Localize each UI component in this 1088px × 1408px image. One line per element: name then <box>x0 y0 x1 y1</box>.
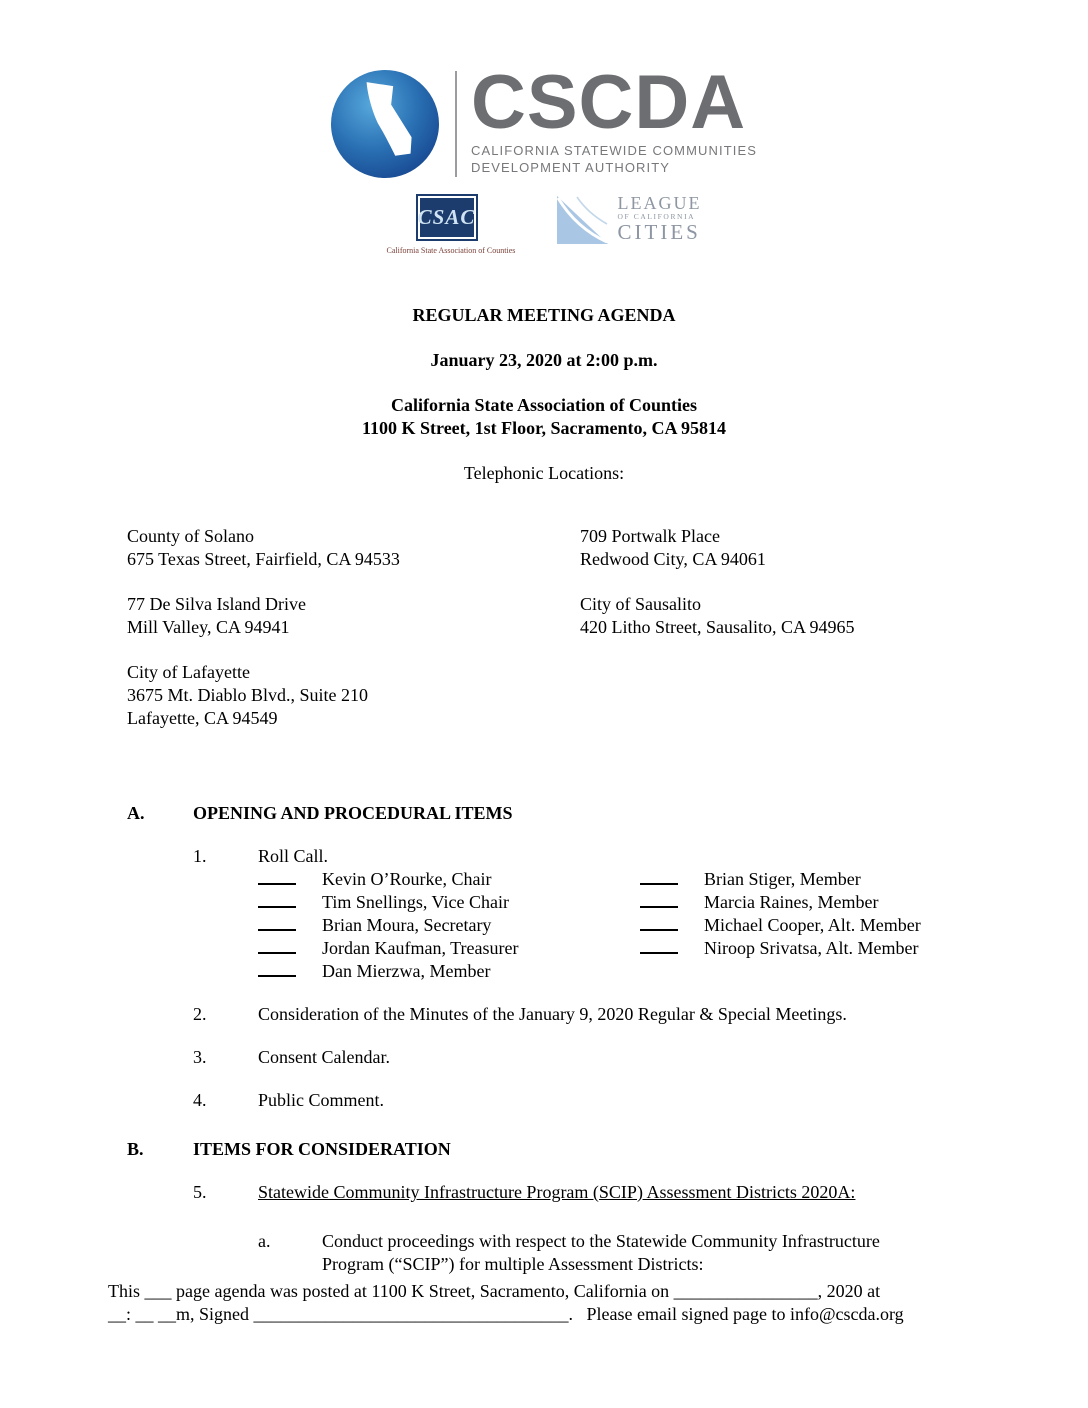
logo-subtitle-line2: DEVELOPMENT AUTHORITY <box>470 160 671 175</box>
agenda-item-public-comment <box>193 1089 1088 1112</box>
posting-notice-line2: __: __ __m, Signed ___________________________________. Please email signed page to info@cscda.org <box>108 1304 904 1324</box>
roll-call-row <box>258 960 640 983</box>
roll-call-blank-line <box>258 872 296 885</box>
locations-right-column <box>580 525 855 752</box>
league-line3: CITIES <box>617 220 701 244</box>
location-entry <box>580 525 855 571</box>
page-title: REGULAR MEETING AGENDA <box>412 305 676 325</box>
item-text: Statewide Community Infrastructure Program (SCIP) Assessment Districts 2020A: <box>258 1182 856 1202</box>
roll-call-row <box>258 937 640 960</box>
logo-subtitle <box>471 142 757 176</box>
location-line: 675 Texas Street, Fairfield, CA 94533 <box>127 549 400 569</box>
roll-call-blank-line <box>258 895 296 908</box>
posting-notice <box>108 1280 978 1326</box>
item-number: 3. <box>193 1047 207 1067</box>
roll-call-row <box>640 868 921 891</box>
roll-call-row <box>258 914 640 937</box>
roll-call-blank-line <box>640 895 678 908</box>
location-line: Lafayette, CA 94549 <box>127 708 278 728</box>
location-line: 709 Portwalk Place <box>580 526 720 546</box>
agenda-item-minutes <box>193 1003 1088 1026</box>
section-letter: B. <box>127 1139 144 1159</box>
california-state-icon <box>331 70 439 178</box>
roll-call-name: Niroop Srivatsa, Alt. Member <box>704 938 919 958</box>
location-line: 3675 Mt. Diablo Blvd., Suite 210 <box>127 685 369 705</box>
item-number: 2. <box>193 1004 207 1024</box>
location-line: Mill Valley, CA 94941 <box>127 617 290 637</box>
section-title: OPENING AND PROCEDURAL ITEMS <box>193 803 513 823</box>
agenda-subitem-scip-a <box>258 1230 1088 1276</box>
section-letter: A. <box>127 803 145 823</box>
logo-text-block <box>470 60 758 176</box>
venue-name: California State Association of Counties <box>391 395 697 415</box>
roll-call-name: Kevin O’Rourke, Chair <box>322 869 492 889</box>
league-text-block <box>618 194 702 243</box>
telephonic-locations <box>127 525 1088 752</box>
meeting-datetime: January 23, 2020 at 2:00 p.m. <box>430 350 658 370</box>
roll-call-name: Dan Mierzwa, Member <box>322 961 491 981</box>
csac-logo <box>386 194 516 256</box>
item-text: Consideration of the Minutes of the January 9, 2020 Regular & Special Meetings. <box>258 1004 847 1024</box>
roll-call-row <box>258 868 640 891</box>
roll-call-left-column <box>258 868 640 983</box>
league-of-california-cities-logo <box>555 194 702 246</box>
roll-call-name: Brian Stiger, Member <box>704 869 861 889</box>
league-line1: LEAGUE <box>617 193 702 213</box>
locations-left-column <box>127 525 580 752</box>
location-line: City of Sausalito <box>580 594 701 614</box>
roll-call-blank-line <box>258 941 296 954</box>
location-entry <box>580 593 855 639</box>
logo-subtitle-line1: CALIFORNIA STATEWIDE COMMUNITIES <box>470 143 758 158</box>
roll-call-name: Michael Cooper, Alt. Member <box>704 915 921 935</box>
roll-call-blank-line <box>640 872 678 885</box>
telephonic-locations-label: Telephonic Locations: <box>463 463 625 483</box>
section-title: ITEMS FOR CONSIDERATION <box>193 1139 451 1159</box>
section-a-heading <box>127 802 1088 825</box>
item-text: Public Comment. <box>258 1090 384 1110</box>
posting-notice-line1: This ___ page agenda was posted at 1100 K Street, Sacramento, California on ________________, 2020 at <box>108 1281 881 1301</box>
location-line: County of Solano <box>127 526 255 546</box>
roll-call-row <box>258 891 640 914</box>
partner-logos <box>0 194 1088 258</box>
location-entry <box>127 593 580 639</box>
csac-emblem-icon <box>416 194 478 241</box>
roll-call-right-column <box>640 868 921 983</box>
logo-acronym: CSCDA <box>470 60 747 145</box>
roll-call-blank-line <box>640 941 678 954</box>
csac-caption: California State Association of Counties <box>386 246 516 255</box>
roll-call-name: Brian Moura, Secretary <box>322 915 492 935</box>
roll-call-blank-line <box>258 964 296 977</box>
roll-call-name: Tim Snellings, Vice Chair <box>322 892 509 912</box>
item-number: 5. <box>193 1182 207 1202</box>
csac-acronym: CSAC <box>417 205 476 229</box>
roll-call-list <box>258 868 1088 983</box>
location-entry <box>127 661 580 730</box>
location-entry <box>127 525 580 571</box>
league-swoosh-icon <box>555 194 610 246</box>
agenda-item-scip <box>193 1181 1088 1204</box>
cscda-logo <box>0 60 1088 178</box>
subitem-text: Conduct proceedings with respect to the Statewide Community Infrastructure Program (“SCIP”) for multiple Assessment Districts: <box>322 1231 880 1274</box>
roll-call-name: Marcia Raines, Member <box>704 892 879 912</box>
venue-address: 1100 K Street, 1st Floor, Sacramento, CA 95814 <box>362 418 726 438</box>
section-b-heading <box>127 1138 1088 1161</box>
item-text: Consent Calendar. <box>258 1047 390 1067</box>
location-line: 420 Litho Street, Sausalito, CA 94965 <box>580 617 855 637</box>
agenda-item-consent-calendar <box>193 1046 1088 1069</box>
roll-call-name: Jordan Kaufman, Treasurer <box>322 938 519 958</box>
subitem-letter: a. <box>258 1231 271 1251</box>
roll-call-blank-line <box>258 918 296 931</box>
roll-call-row <box>640 891 921 914</box>
roll-call-row <box>640 937 921 960</box>
roll-call-blank-line <box>640 918 678 931</box>
location-line: City of Lafayette <box>127 662 250 682</box>
agenda-item-roll-call <box>193 845 1088 868</box>
item-number: 4. <box>193 1090 207 1110</box>
league-line2: OF CALIFORNIA <box>617 212 696 221</box>
location-line: Redwood City, CA 94061 <box>580 549 766 569</box>
logo-divider <box>455 71 457 177</box>
item-text: Roll Call. <box>258 846 329 866</box>
location-line: 77 De Silva Island Drive <box>127 594 306 614</box>
item-number: 1. <box>193 846 207 866</box>
california-state-icon <box>354 78 416 170</box>
roll-call-row <box>640 914 921 937</box>
